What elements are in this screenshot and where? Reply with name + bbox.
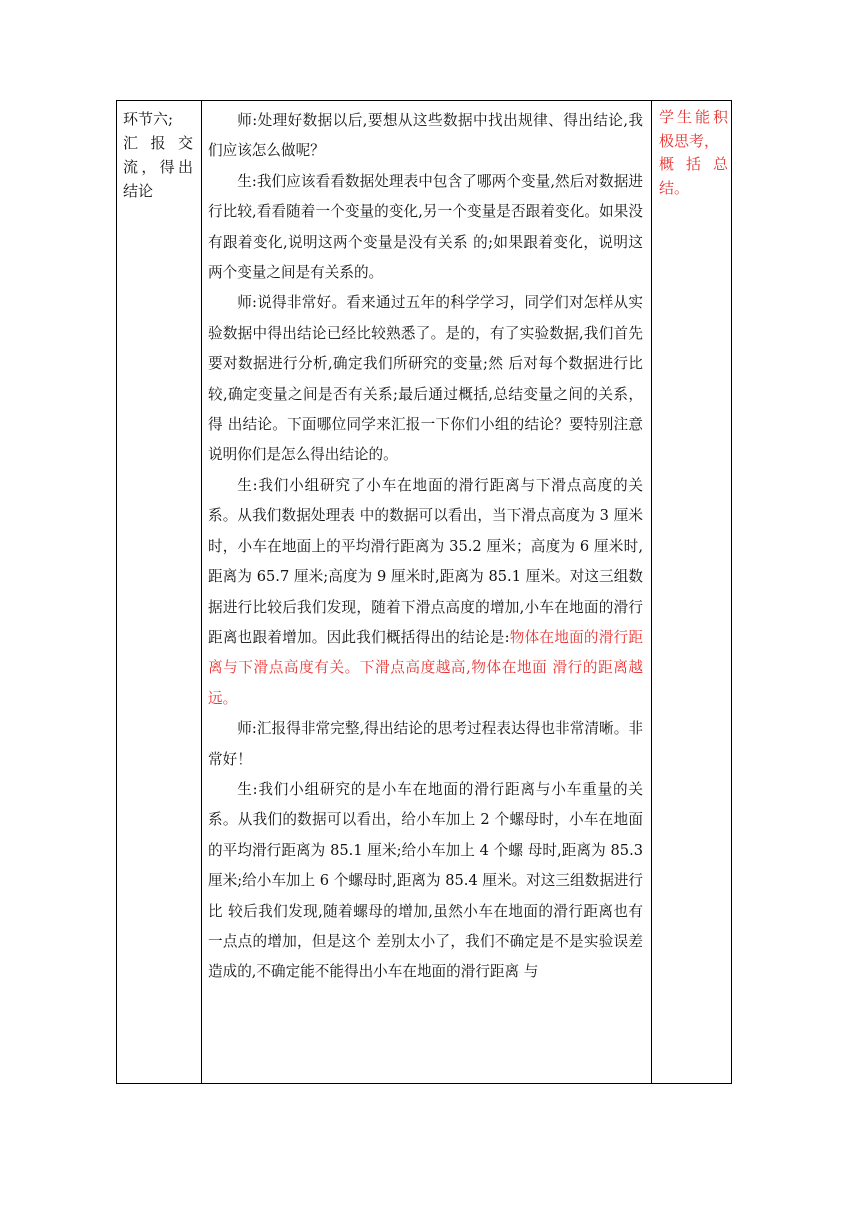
dialogue-paragraph: [208, 288, 643, 470]
stage-line: 结论: [123, 182, 154, 200]
evaluation-line: 极思考，: [659, 131, 720, 150]
paragraph-text: 师:汇报得非常完整,得出结论的思考过程表达得也非常清晰。非常好！: [208, 720, 643, 768]
stage-line: 流，得出: [123, 158, 193, 176]
evaluation-line: 学生能积: [659, 108, 728, 126]
conclusion-highlight: 物体在地面的滑行距离与下滑点高度有关。下滑点高度越高,物体在地面 滑行的距离越远。: [208, 628, 643, 707]
dialogue-paragraph: [208, 106, 643, 167]
stage-line: 汇 报 交: [123, 134, 193, 152]
dialogue-paragraph: [208, 714, 643, 775]
evaluation-line: 结。: [659, 178, 690, 197]
dialogue-paragraph: [208, 775, 643, 988]
lesson-table: [116, 100, 732, 1084]
dialogue-cell: [201, 101, 651, 988]
evaluation-cell: [651, 101, 733, 200]
stage-line: 环节六;: [123, 110, 174, 128]
stage-cell: [117, 101, 201, 203]
paragraph-text: 生:我们小组研究的是小车在地面的滑行距离与小车重量的关系。从我们的数据可以看出，给小车加上 2 个螺母时，小车在地面的平均滑行距离为 85.1 厘米;给小车加上 4 个螺 母时,距离为 85.3 厘米;给小车加上 6 个螺母时,距离为 85.4 厘米。对这三组数据进行比 较后我们发现,随着螺母的增加,虽然小车在地面的滑行距离也有一点点的增加，但是这个 差别太小了，我们不确定是不是实验误差造成的,不确定能不能得出小车在地面的滑行距离 与: [208, 780, 643, 981]
evaluation-line: 概 括 总: [659, 155, 728, 173]
paragraph-text: 生:我们应该看看数据处理表中包含了哪两个变量,然后对数据进行比较,看看随着一个变量的变化,另一个变量是否跟着变化。如果没有跟着变化,说明这两个变量是没有关系 的;如果跟着变化，说明这两个变量之间是有关系的。: [208, 172, 643, 282]
paragraph-text: 师:说得非常好。看来通过五年的科学学习，同学们对怎样从实验数据中得出结论已经比较熟悉了。是的，有了实验数据,我们首先要对数据进行分析,确定我们所研究的变量;然 后对每个数据进行比较,确定变量之间是否有关系;最后通过概括,总结变量之间的关系，得 出结论。下面哪位同学来汇报一下你们小组的结论？要特别注意说明你们是怎么得出结论的。: [208, 294, 643, 464]
dialogue-paragraph: [208, 167, 643, 289]
paragraph-text: 师:处理好数据以后,要想从这些数据中找出规律、得出结论,我们应该怎么做呢？: [208, 112, 643, 160]
dialogue-paragraph: [208, 471, 643, 714]
column-divider: [651, 101, 652, 1083]
paragraph-text: 生:我们小组研究了小车在地面的滑行距离与下滑点高度的关系。从我们数据处理表 中的数据可以看出，当下滑点高度为 3 厘米时，小车在地面上的平均滑行距离为 35.2 厘米；高度为 6 厘米时,距离为 65.7 厘米;高度为 9 厘米时,距离为 85.1 厘米。对这三组数据进行比较后我们发现，随着下滑点高度的增加,小车在地面的滑行距离也跟着增加。因此我们概括得出的结论是:: [208, 476, 643, 646]
